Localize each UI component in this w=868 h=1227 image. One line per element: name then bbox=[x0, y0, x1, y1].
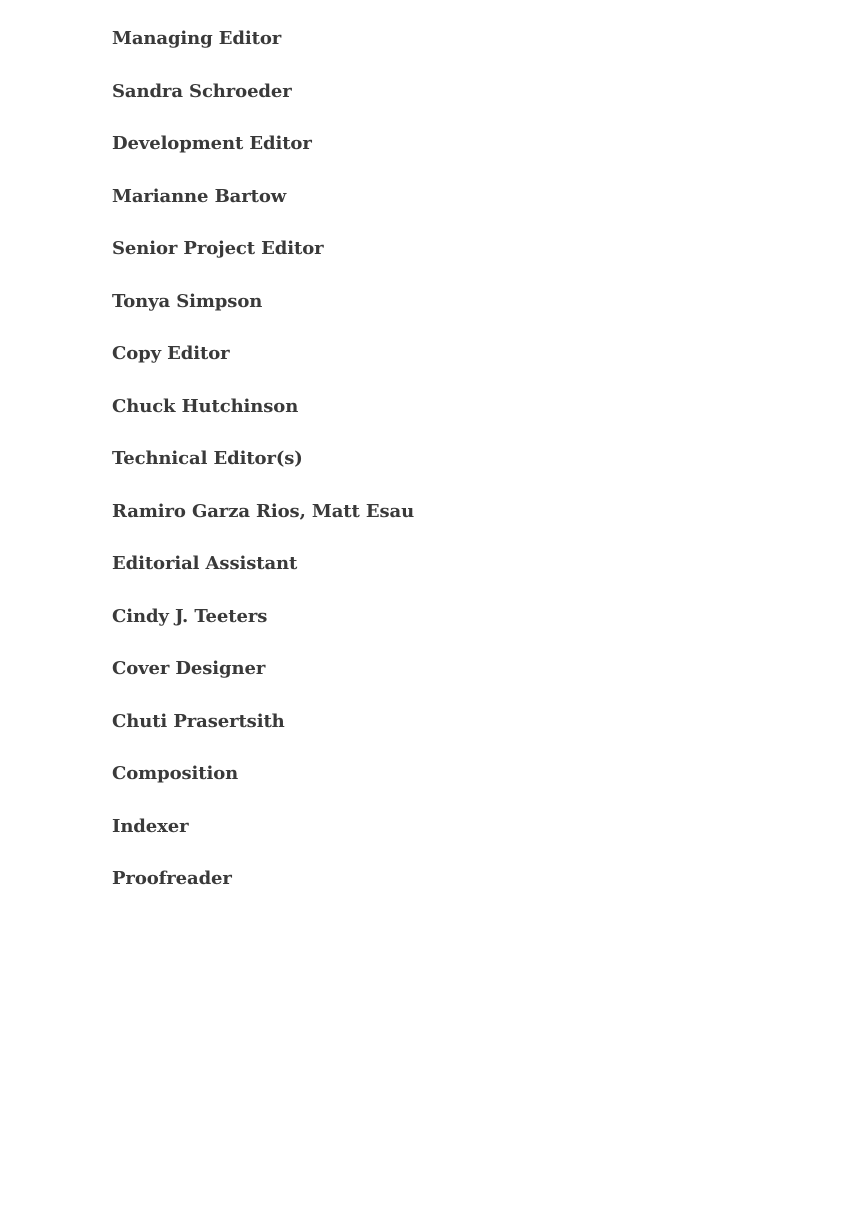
role-cover-designer: Cover Designer bbox=[112, 658, 266, 679]
role-managing-editor: Managing Editor bbox=[112, 28, 282, 49]
name-technical-editors: Ramiro Garza Rios, Matt Esau bbox=[112, 500, 415, 522]
name-copy-editor: Chuck Hutchinson bbox=[112, 395, 299, 417]
role-senior-project-editor: Senior Project Editor bbox=[112, 238, 324, 259]
role-indexer: Indexer bbox=[112, 815, 189, 837]
name-editorial-assistant: Cindy J. Teeters bbox=[112, 605, 268, 627]
role-proofreader: Proofreader bbox=[112, 868, 232, 889]
name-senior-project-editor: Tonya Simpson bbox=[112, 290, 263, 312]
role-development-editor: Development Editor bbox=[112, 133, 312, 154]
name-cover-designer: Chuti Prasertsith bbox=[112, 710, 285, 732]
role-editorial-assistant: Editorial Assistant bbox=[112, 553, 298, 574]
name-managing-editor: Sandra Schroeder bbox=[112, 80, 292, 102]
name-development-editor: Marianne Bartow bbox=[112, 185, 287, 207]
credits-page bbox=[112, 28, 812, 921]
role-copy-editor: Copy Editor bbox=[112, 343, 230, 364]
role-composition: Composition bbox=[112, 763, 239, 784]
role-technical-editors: Technical Editor(s) bbox=[112, 448, 303, 469]
